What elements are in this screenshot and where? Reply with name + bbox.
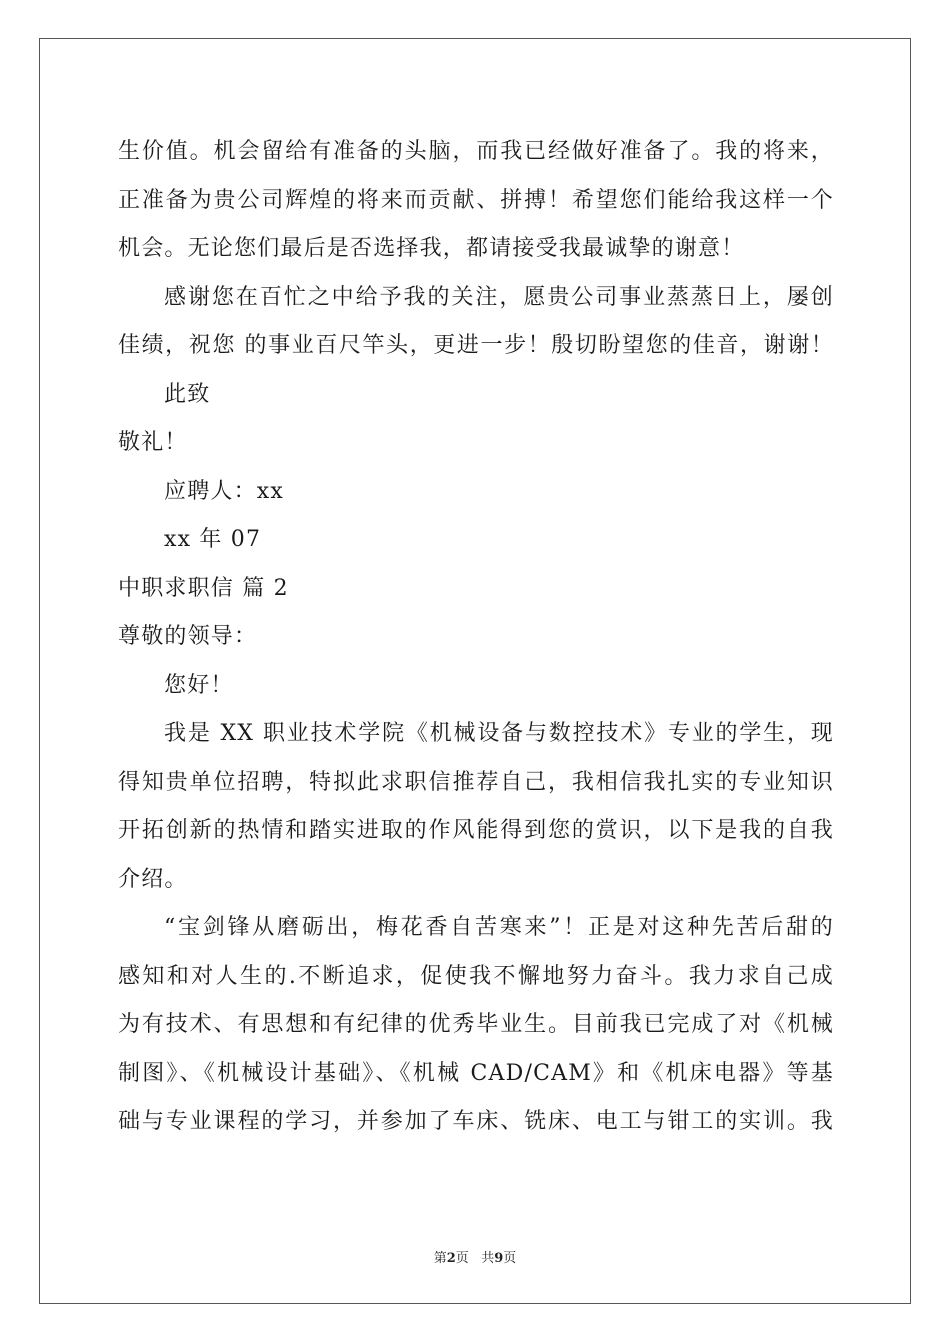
section-heading: 中职求职信 篇 2: [118, 575, 289, 601]
closing-salutation: 此致: [164, 381, 211, 407]
total-pages: 9: [494, 1251, 504, 1266]
paragraph-line: 开拓创新的热情和踏实进取的作风能得到您的赏识，以下是我的自我: [118, 818, 834, 843]
paragraph-line: 制图》、《机械设计基础》、《机械 CAD/CAM》和《机床电器》等基: [118, 1060, 834, 1086]
page-prefix: 第: [433, 1251, 447, 1266]
greeting-recipient: 尊敬的领导：: [118, 624, 258, 649]
document-body: [118, 128, 834, 1147]
total-prefix: 共: [481, 1251, 495, 1266]
paragraph-line: 正准备为贵公司辉煌的将来而贡献、拼搏！希望您们能给我这样一个: [118, 187, 834, 213]
letter-date: xx 年 07: [164, 527, 262, 552]
applicant-signature: 应聘人：xx: [164, 478, 285, 504]
closing-regards: 敬礼！: [118, 430, 188, 455]
paragraph-line: 机会。无论您们最后是否选择我，都请接受我最诚挚的谢意！: [118, 236, 745, 261]
paragraph-line: 得知贵单位招聘，特拟此求职信推荐自己，我相信我扎实的专业知识: [118, 769, 834, 795]
greeting: 您好！: [164, 672, 234, 698]
total-suffix: 页: [503, 1251, 517, 1266]
paragraph-line: 生价值。机会留给有准备的头脑，而我已经做好准备了。我的将来，: [118, 139, 834, 164]
paragraph-line: 感谢您在百忙之中给予我的关注，愿贵公司事业蒸蒸日上，屡创: [164, 284, 834, 310]
page-number: 2: [446, 1251, 456, 1266]
page-footer: [0, 1247, 950, 1266]
paragraph-line: 感知和对人生的.不断追求，促使我不懈地努力奋斗。我力求自己成: [118, 963, 834, 989]
paragraph-line: 介绍。: [118, 866, 188, 892]
paragraph-line: 我是 XX 职业技术学院《机械设备与数控技术》专业的学生，现: [164, 721, 834, 746]
paragraph-line: 础与专业课程的学习，并参加了车床、铣床、电工与钳工的实训。我: [118, 1109, 834, 1134]
paragraph-line: “宝剑锋从磨砺出，梅花香自苦寒来”！正是对这种先苦后甜的: [164, 915, 834, 940]
page-suffix: 页: [455, 1251, 469, 1266]
paragraph-line: 佳绩，祝您 的事业百尺竿头，更进一步！殷切盼望您的佳音，谢谢！: [118, 333, 834, 358]
paragraph-line: 为有技术、有思想和有纪律的优秀毕业生。目前我已完成了对《机械: [118, 1012, 834, 1037]
